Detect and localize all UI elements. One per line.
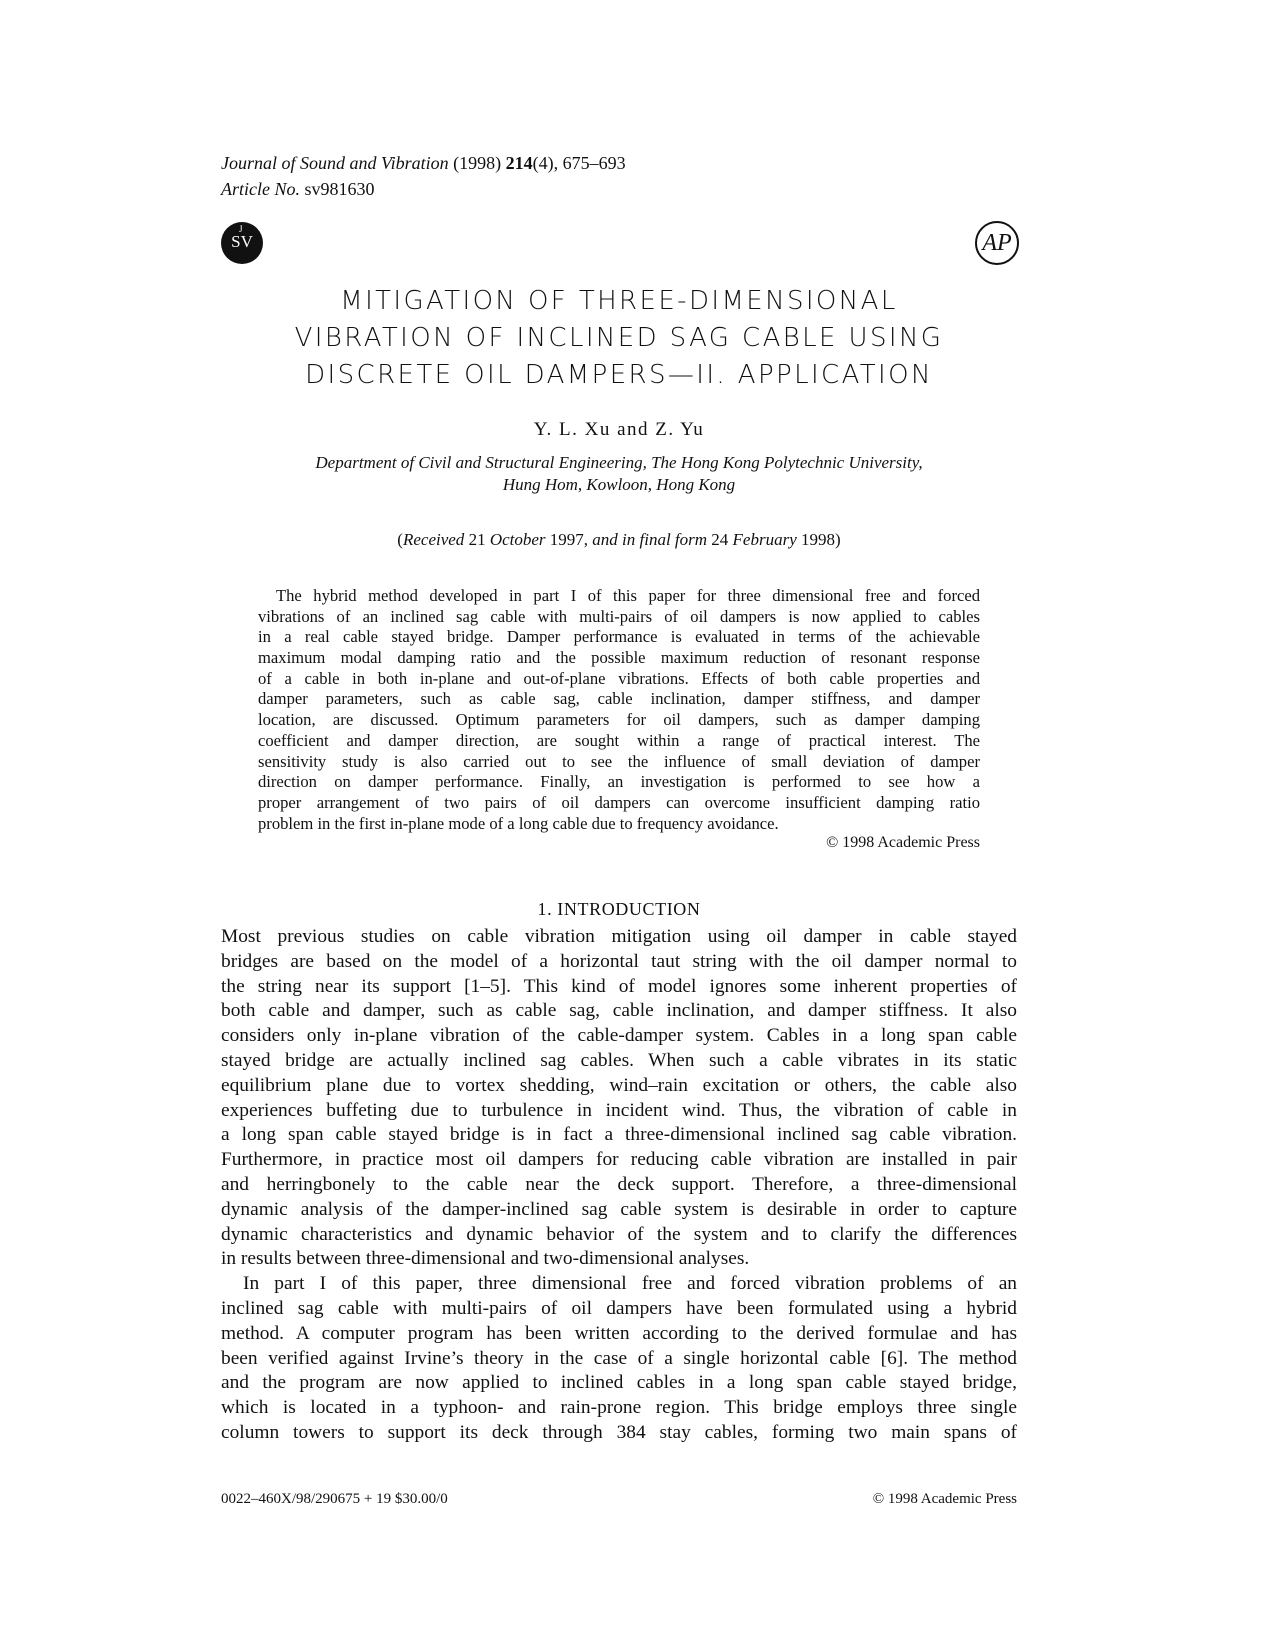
body-line: Furthermore, in practice most oil dampers for reducing cable vibration are installed in pair bbox=[221, 1149, 1017, 1171]
received-dates bbox=[221, 530, 1017, 550]
body-line: bridges are based on the model of a horizontal taut string with the oil damper normal to bbox=[221, 950, 1017, 972]
title-line: VIBRATION OF INCLINED SAG CABLE USING bbox=[294, 323, 944, 353]
ap-logo-text: AP bbox=[982, 230, 1012, 256]
final-month: February bbox=[732, 530, 797, 549]
final-label: and in final form bbox=[592, 530, 708, 549]
title-line: DISCRETE OIL DAMPERS—II. APPLICATION bbox=[305, 360, 933, 390]
body-line: and herringbonely to the cable near the deck support. Therefore, a three-dimensional bbox=[221, 1173, 1017, 1195]
sv-logo-text: SV bbox=[231, 232, 253, 251]
journal-issue-pages: (4), 675–693 bbox=[532, 153, 626, 173]
body-line: method. A computer program has been written according to the derived formulae and has bbox=[221, 1322, 1017, 1344]
body-line: in results between three-dimensional and two-dimensional analyses. bbox=[221, 1248, 750, 1270]
received-open: ( bbox=[397, 530, 403, 549]
received-year: 1997, bbox=[545, 530, 593, 549]
abstract-line: in a real cable stayed bridge. Damper performance is evaluated in terms of the achievable bbox=[258, 627, 980, 647]
abstract-line: direction on damper performance. Finally, an investigation is performed to see how a bbox=[258, 772, 980, 792]
journal-name: Journal of Sound and Vibration bbox=[221, 153, 449, 173]
body-line: considers only in-plane vibration of the cable-damper system. Cables in a long span cable bbox=[221, 1025, 1017, 1047]
ap-logo bbox=[975, 221, 1019, 265]
body-line: been verified against Irvine’s theory in the case of a single horizontal cable [6]. The method bbox=[221, 1347, 1017, 1369]
body-line: a long span cable stayed bridge is in fact a three-dimensional inclined sag cable vibration. bbox=[221, 1124, 1017, 1146]
section-heading: 1. INTRODUCTION bbox=[537, 899, 701, 919]
body-line: both cable and damper, such as cable sag, cable inclination, and damper stiffness. It also bbox=[221, 1000, 1017, 1022]
citation-line bbox=[221, 150, 626, 176]
body-line: In part I of this paper, three dimensional free and forced vibration problems of an bbox=[243, 1273, 1017, 1295]
paper-title bbox=[221, 283, 1017, 394]
abstract bbox=[258, 586, 980, 834]
abstract-line: location, are discussed. Optimum parameters for oil dampers, such as damper damping bbox=[258, 710, 980, 730]
affiliation bbox=[221, 452, 1017, 496]
body-line: stayed bridge are actually inclined sag cables. When such a cable vibrates in its static bbox=[221, 1049, 1017, 1071]
abstract-line: vibrations of an inclined sag cable with multi-pairs of oil dampers is now applied to cables bbox=[258, 606, 980, 626]
sv-logo-superscript: J bbox=[239, 224, 243, 234]
footer-code: 0022–460X/98/290675 + 19 $30.00/0 bbox=[221, 1491, 448, 1507]
body-line: the string near its support [1–5]. This kind of model ignores some inherent properties of bbox=[221, 975, 1017, 997]
abstract-copyright: © 1998 Academic Press bbox=[826, 834, 980, 851]
authors: Y. L. Xu and Z. Yu bbox=[533, 419, 705, 440]
abstract-line: coefficient and damper direction, are sought within a range of practical interest. The bbox=[258, 730, 980, 750]
final-day: 24 bbox=[707, 530, 733, 549]
title-line: MITIGATION OF THREE-DIMENSIONAL bbox=[340, 286, 898, 316]
abstract-line: of a cable in both in-plane and out-of-plane vibrations. Effects of both cable properties and bbox=[258, 668, 980, 688]
abstract-line: The hybrid method developed in part I of this paper for three dimensional free and forced bbox=[276, 586, 980, 605]
body-text bbox=[221, 925, 1017, 1446]
body-line: experiences buffeting due to turbulence in incident wind. Thus, the vibration of cable in bbox=[221, 1099, 1017, 1121]
journal-citation bbox=[221, 150, 626, 202]
body-line: inclined sag cable with multi-pairs of oil dampers have been formulated using a hybrid bbox=[221, 1297, 1017, 1319]
body-line: Most previous studies on cable vibration mitigation using oil damper in cable stayed bbox=[221, 926, 1017, 947]
abstract-line: proper arrangement of two pairs of oil dampers can overcome insufficient damping ratio bbox=[258, 792, 980, 812]
body-line: and the program are now applied to inclined cables in a long span cable stayed bridge, bbox=[221, 1372, 1017, 1394]
footer-copyright: © 1998 Academic Press bbox=[872, 1491, 1017, 1507]
received-label: Received bbox=[402, 530, 465, 549]
article-label: Article No. bbox=[221, 179, 300, 199]
received-month: October bbox=[489, 530, 546, 549]
abstract-line: damper parameters, such as cable sag, cable inclination, damper stiffness, and damper bbox=[258, 689, 980, 709]
abstract-line: problem in the first in-plane mode of a long cable due to frequency avoidance. bbox=[258, 813, 779, 833]
article-number: sv981630 bbox=[304, 179, 375, 199]
body-line: dynamic analysis of the damper-inclined sag cable system is desirable in order to capture bbox=[221, 1198, 1017, 1220]
abstract-line: sensitivity study is also carried out to see the influence of small deviation of damper bbox=[258, 751, 980, 771]
journal-year: (1998) bbox=[453, 153, 502, 173]
final-year: 1998) bbox=[796, 530, 841, 549]
affiliation-line: Hung Hom, Kowloon, Hong Kong bbox=[502, 475, 736, 494]
abstract-line: maximum modal damping ratio and the possible maximum reduction of resonant response bbox=[258, 648, 980, 668]
body-line: equilibrium plane due to vortex shedding, wind–rain excitation or others, the cable also bbox=[221, 1074, 1017, 1096]
received-day: 21 bbox=[464, 530, 490, 549]
affiliation-line: Department of Civil and Structural Engineering, The Hong Kong Polytechnic University, bbox=[315, 453, 923, 472]
article-number-line bbox=[221, 176, 626, 202]
body-line: column towers to support its deck through 384 stay cables, forming two main spans of bbox=[221, 1421, 1017, 1443]
body-line: dynamic characteristics and dynamic behavior of the system and to clarify the differences bbox=[221, 1223, 1017, 1245]
sv-logo bbox=[221, 222, 263, 264]
body-line: which is located in a typhoon- and rain-prone region. This bridge employs three single bbox=[221, 1397, 1017, 1419]
journal-volume: 214 bbox=[505, 153, 533, 173]
